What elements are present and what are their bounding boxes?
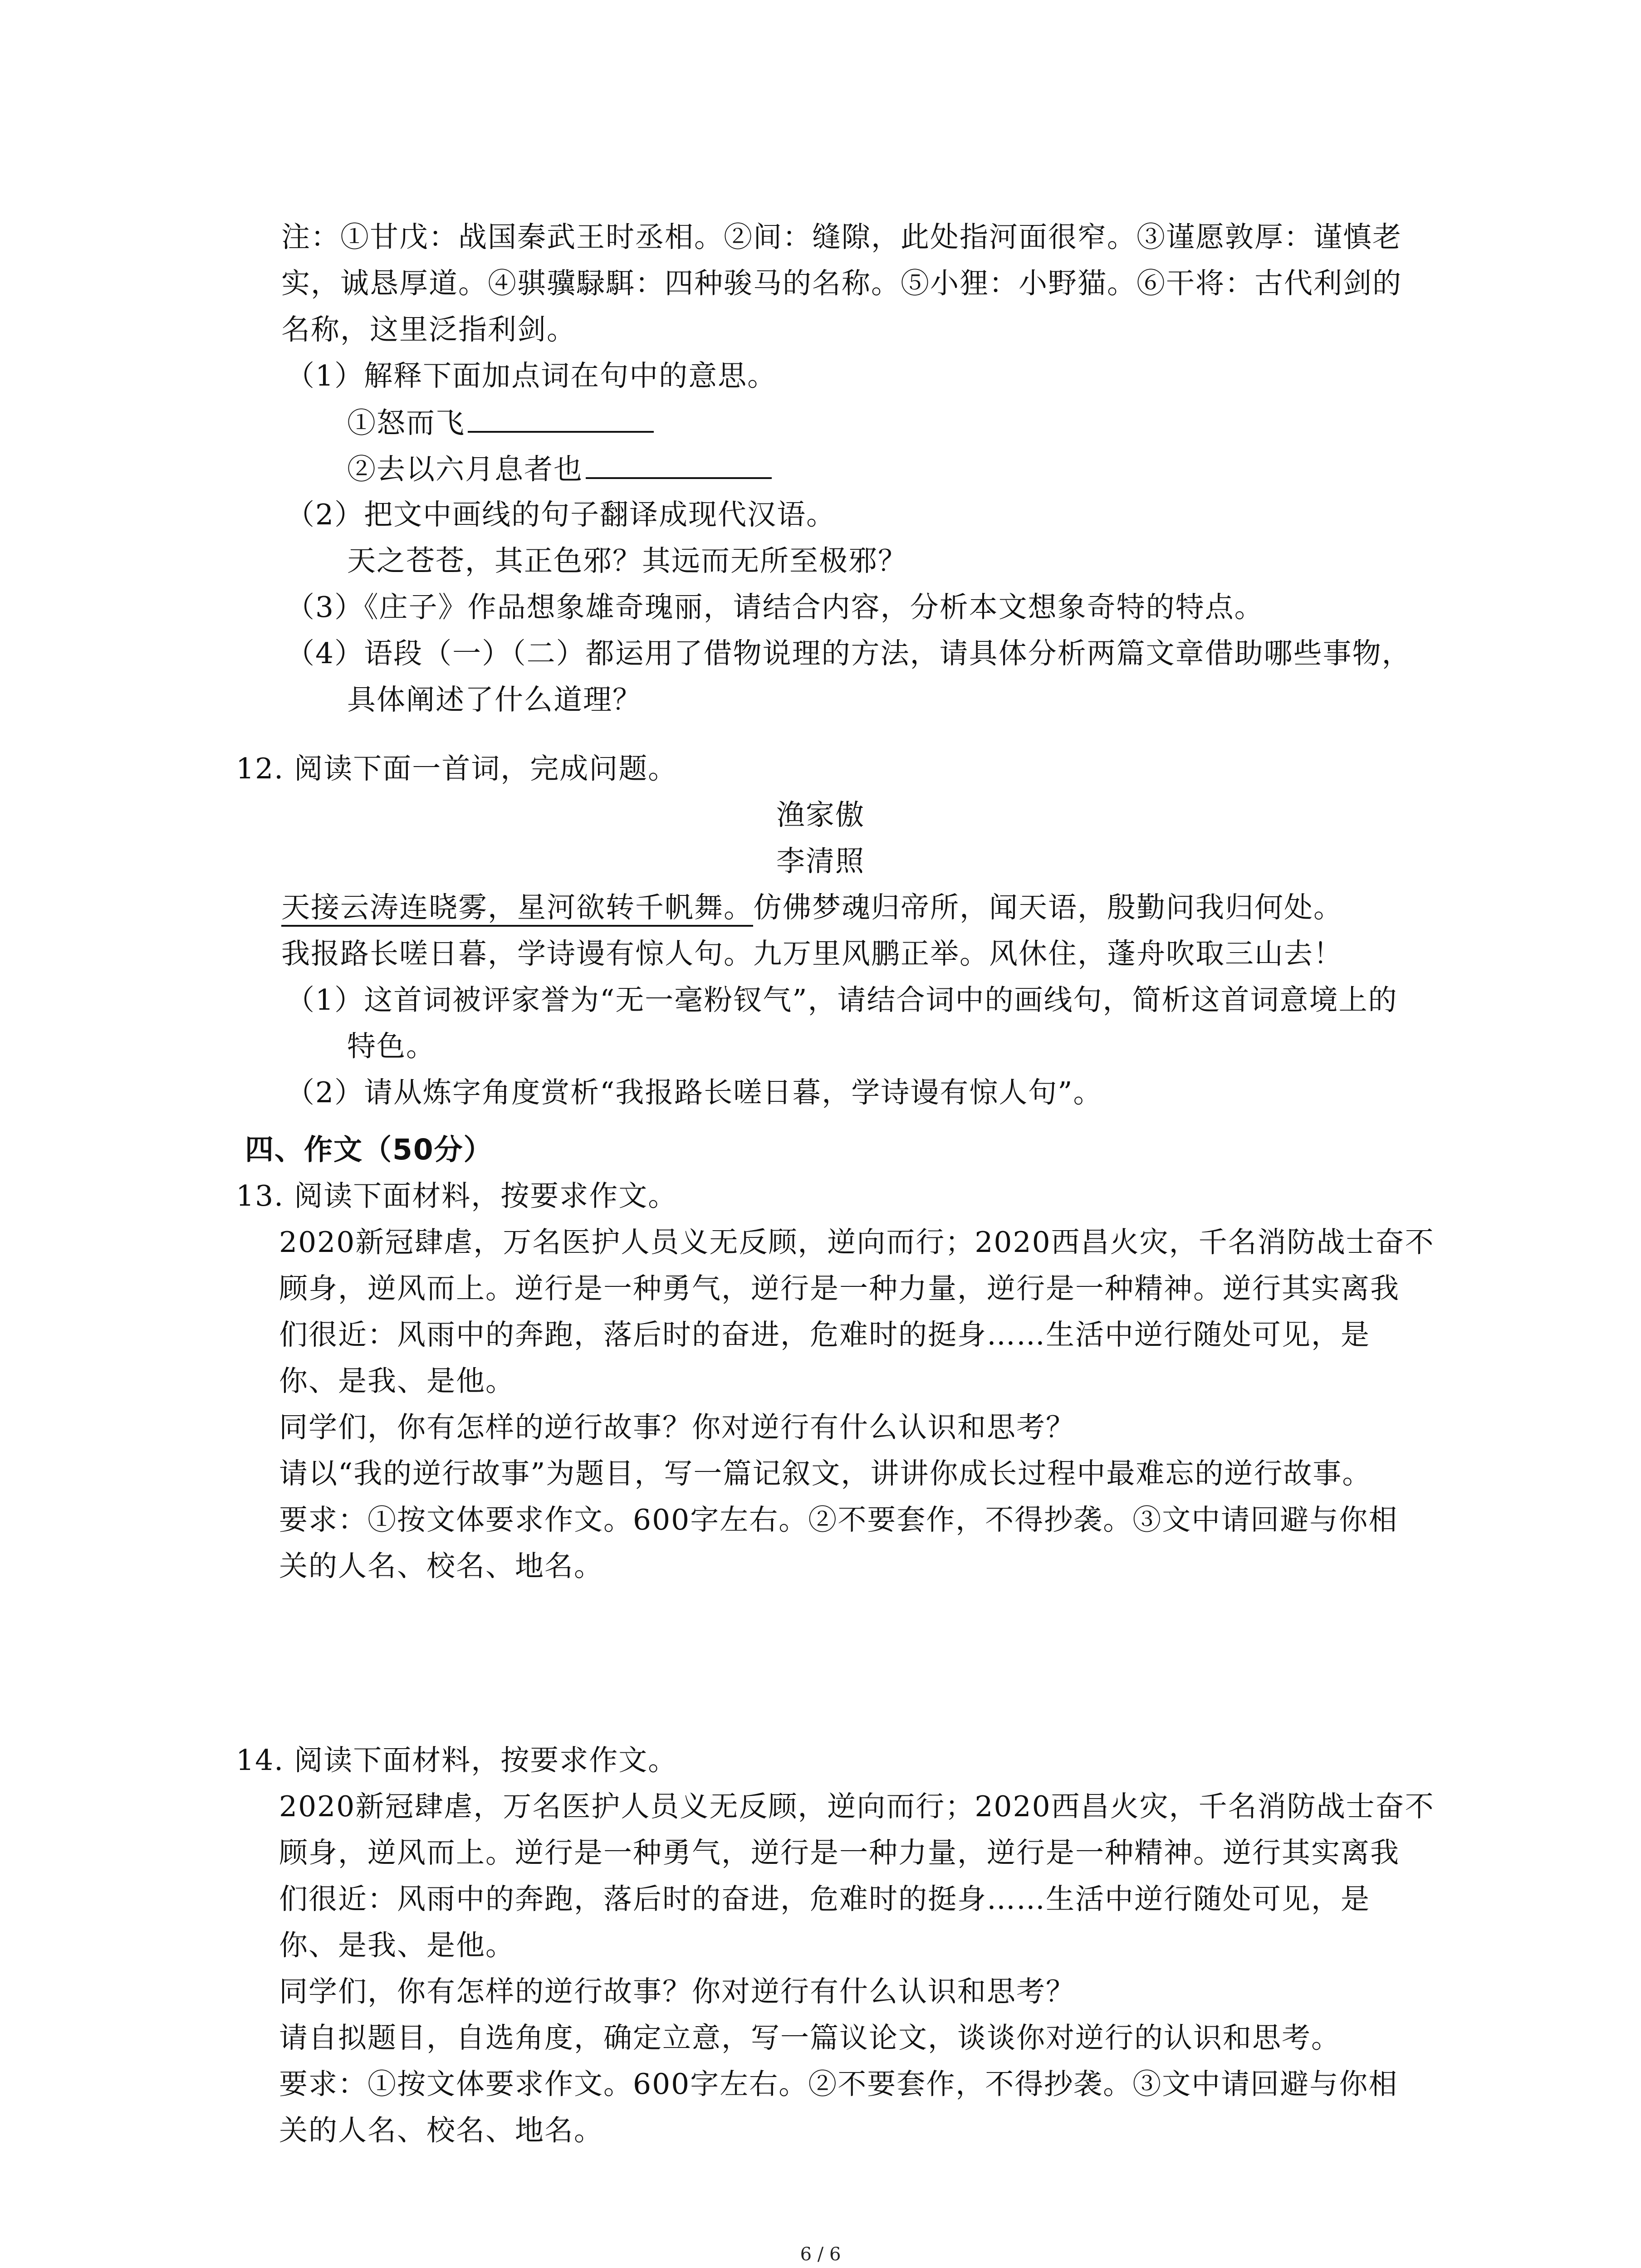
page-number: 6 / 6 <box>800 2244 841 2265</box>
q12-stem: 12. 阅读下面一首词，完成问题。 <box>236 752 678 785</box>
answer-blank[interactable] <box>468 402 654 433</box>
q14-stem: 14. 阅读下面材料，按要求作文。 <box>236 1744 678 1777</box>
answer-blank[interactable] <box>586 448 772 479</box>
q14-line-1: 2020新冠肆虐，万名医护人员义无反顾，逆向而行；2020西昌火灾，千名消防战士奋不 <box>279 1790 1435 1823</box>
q13-line-6: 请以“我的逆行故事”为题目，写一篇记叙文，讲讲你成长过程中最难忘的逆行故事。 <box>279 1457 1372 1490</box>
q13-line-5: 同学们，你有怎样的逆行故事？你对逆行有什么认识和思考？ <box>279 1411 1075 1444</box>
q13-line-8: 关的人名、校名、地名。 <box>279 1549 603 1583</box>
section-heading: 四、作文（50分） <box>245 1133 493 1166</box>
poem-author: 李清照 <box>776 845 865 878</box>
poem-line-1 <box>281 887 1343 928</box>
q14-line-4: 你、是我、是他。 <box>279 1929 515 1962</box>
q11-part-1: （1）解释下面加点词在句中的意思。 <box>286 359 777 392</box>
q13-line-1: 2020新冠肆虐，万名医护人员义无反顾，逆向而行；2020西昌火灾，千名消防战士奋不 <box>279 1226 1435 1259</box>
q14-line-8: 关的人名、校名、地名。 <box>279 2114 603 2147</box>
poem-line-1-rest: 仿佛梦魂归帝所，闻天语，殷勤问我归何处。 <box>753 891 1343 924</box>
q13-line-3: 们很近：风雨中的奔跑，落后时的奋进，危难时的挺身……生活中逆行随处可见，是 <box>279 1318 1370 1351</box>
q14-line-3: 们很近：风雨中的奔跑，落后时的奋进，危难时的挺身……生活中逆行随处可见，是 <box>279 1882 1370 1916</box>
q11-part-1b <box>347 448 772 490</box>
note-line-3: 名称，这里泛指利剑。 <box>281 313 576 346</box>
q14-line-2: 顾身，逆风而上。逆行是一种勇气，逆行是一种力量，逆行是一种精神。逆行其实离我 <box>279 1836 1400 1869</box>
q11-part-1a-text: ①怒而飞 <box>347 406 465 440</box>
q13-line-4: 你、是我、是他。 <box>279 1364 515 1398</box>
note-line-1: 注：①甘戊：战国秦武王时丞相。②间：缝隙，此处指河面很窄。③谨愿敦厚：谨慎老 <box>281 220 1402 254</box>
q11-part-2: （2）把文中画线的句子翻译成现代汉语。 <box>286 498 836 531</box>
q12-part-1a: （1）这首词被评家誉为“无一毫粉钗气”，请结合词中的画线句，简析这首词意境上的 <box>286 983 1398 1017</box>
q14-line-6: 请自拟题目，自选角度，确定立意，写一篇议论文，谈谈你对逆行的认识和思考。 <box>279 2021 1341 2054</box>
q12-part-1b: 特色。 <box>347 1030 436 1063</box>
q11-part-4b: 具体阐述了什么道理？ <box>347 683 642 716</box>
q14-line-7: 要求：①按文体要求作文。600字左右。②不要套作，不得抄袭。③文中请回避与你相 <box>279 2068 1398 2101</box>
q11-part-2-sentence: 天之苍苍，其正色邪？其远而无所至极邪？ <box>347 544 907 577</box>
poem-line-2: 我报路长嗟日暮，学诗谩有惊人句。九万里风鹏正举。风休住，蓬舟吹取三山去！ <box>281 937 1343 970</box>
q11-part-1b-text: ②去以六月息者也 <box>347 453 583 486</box>
q13-line-7: 要求：①按文体要求作文。600字左右。②不要套作，不得抄袭。③文中请回避与你相 <box>279 1503 1398 1536</box>
q13-stem: 13. 阅读下面材料，按要求作文。 <box>236 1179 678 1212</box>
q13-line-2: 顾身，逆风而上。逆行是一种勇气，逆行是一种力量，逆行是一种精神。逆行其实离我 <box>279 1272 1400 1305</box>
underlined-sentence: 天接云涛连晓雾，星河欲转千帆舞。 <box>281 891 753 927</box>
q12-part-2: （2）请从炼字角度赏析“我报路长嗟日暮，学诗谩有惊人句”。 <box>286 1076 1103 1109</box>
poem-title: 渔家傲 <box>776 798 865 831</box>
note-line-2: 实，诚恳厚道。④骐骥騄駬：四种骏马的名称。⑤小狸：小野猫。⑥干将：古代利剑的 <box>281 267 1402 300</box>
q11-part-3: （3）《庄子》作品想象雄奇瑰丽，请结合内容，分析本文想象奇特的特点。 <box>286 591 1264 624</box>
q11-part-1a <box>347 402 654 444</box>
q11-part-4a: （4）语段（一）（二）都运用了借物说理的方法，请具体分析两篇文章借助哪些事物， <box>286 637 1411 670</box>
q14-line-5: 同学们，你有怎样的逆行故事？你对逆行有什么认识和思考？ <box>279 1975 1075 2008</box>
